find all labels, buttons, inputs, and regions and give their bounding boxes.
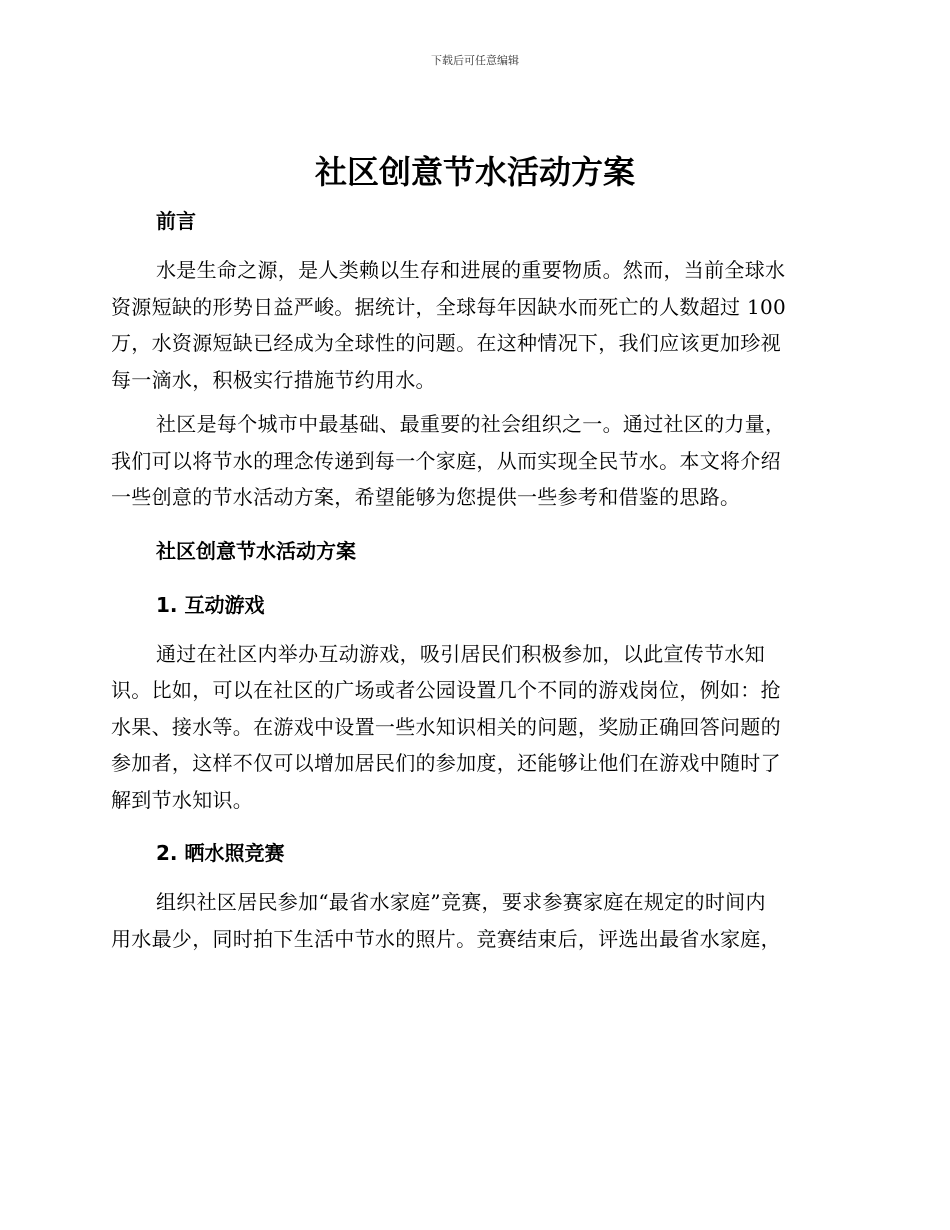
paragraph-line: 识。比如，可以在社区的广场或者公园设置几个不同的游戏岗位，例如：抢	[111, 678, 781, 702]
paragraph-line: 社区是每个城市中最基础、最重要的社会组织之一。通过社区的力量，	[156, 412, 786, 436]
page-header: 下载后可任意编辑	[431, 54, 519, 67]
section-heading-plan: 社区创意节水活动方案	[156, 538, 356, 563]
document-title: 社区创意节水活动方案	[314, 153, 635, 191]
paragraph-line: 水果、接水等。在游戏中设置一些水知识相关的问题，奖励正确回答问题的	[111, 714, 781, 739]
paragraph-line: 解到节水知识。	[111, 787, 254, 812]
paragraph-line: 组织社区居民参加“最省水家庭”竞赛，要求参赛家庭在规定的时间内	[156, 890, 766, 914]
section-heading-interactive-games: 1. 互动游戏	[156, 592, 265, 617]
paragraph	[111, 884, 839, 957]
paragraph-line: 资源短缺的形势日益严峻。据统计，全球每年因缺水而死亡的人数超过 100	[111, 294, 787, 319]
paragraph	[111, 406, 839, 516]
paragraph-line: 通过在社区内举办互动游戏，吸引居民们积极参加，以此宣传节水知	[156, 641, 765, 666]
paragraph-line: 一些创意的节水活动方案，希望能够为您提供一些参考和借鉴的思路。	[111, 485, 741, 509]
paragraph	[111, 252, 839, 398]
paragraph-line: 水是生命之源，是人类赖以生存和进展的重要物质。然而，当前全球水	[156, 258, 786, 282]
paragraph	[111, 636, 839, 819]
paragraph-line: 每一滴水，积极实行措施节约用水。	[111, 367, 436, 392]
paragraph-line: 用水最少，同时拍下生活中节水的照片。竞赛结束后，评选出最省水家庭，	[111, 926, 781, 951]
paragraph-line: 我们可以将节水的理念传递到每一个家庭，从而实现全民节水。本文将介绍	[111, 448, 781, 473]
paragraph-line: 万，水资源短缺已经成为全球性的问题。在这种情况下，我们应该更加珍视	[111, 331, 781, 355]
section-heading-water-photo-contest: 2. 晒水照竞赛	[156, 841, 285, 865]
section-heading-preface: 前言	[156, 209, 196, 233]
document-body	[111, 198, 839, 957]
paragraph-line: 参加者，这样不仅可以增加居民们的参加度，还能够让他们在游戏中随时了	[111, 751, 781, 775]
